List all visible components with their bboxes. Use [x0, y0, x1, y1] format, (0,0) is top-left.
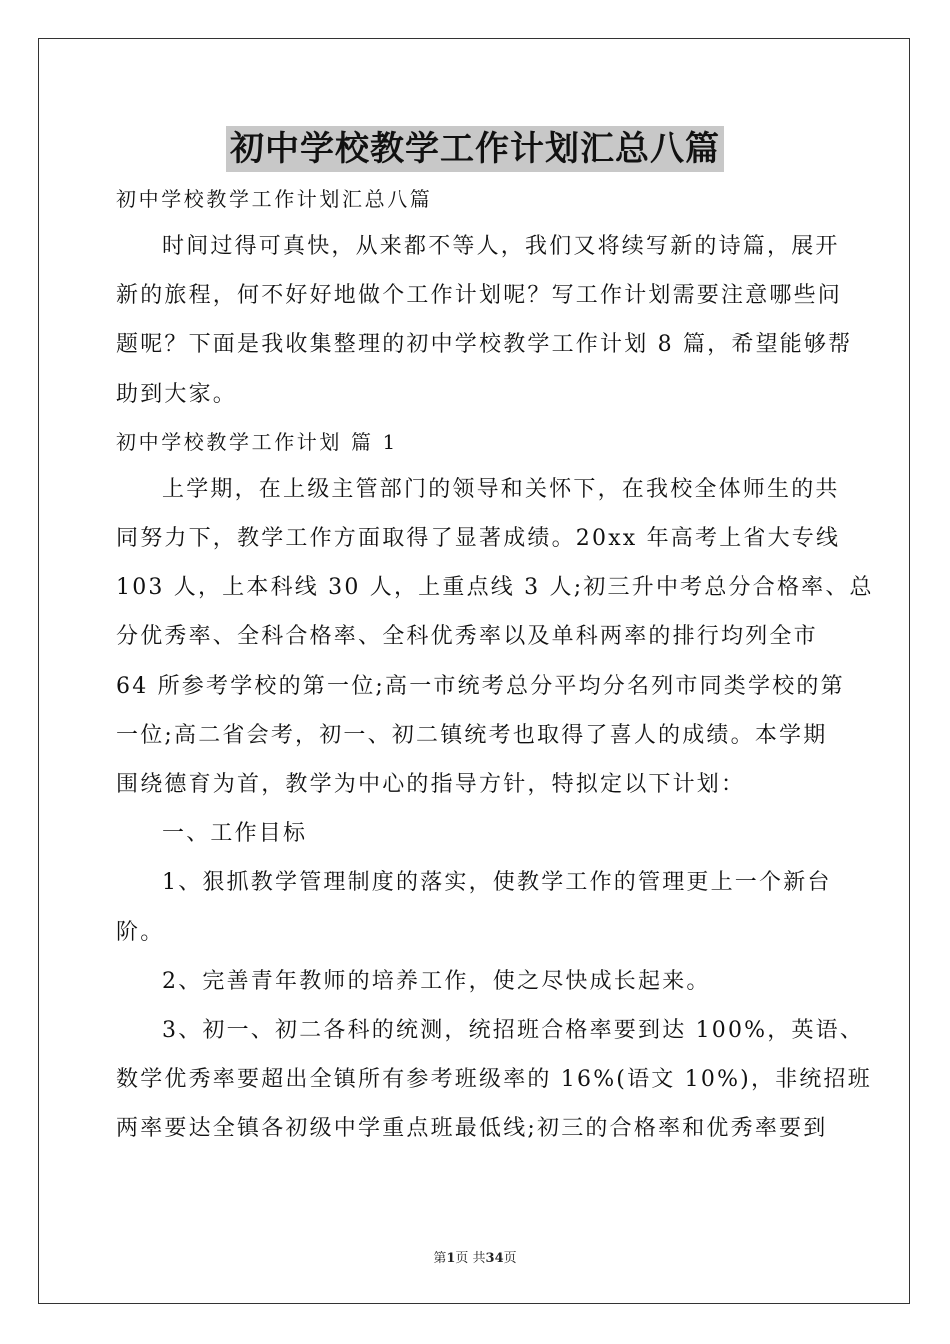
- title-container: [0, 126, 950, 172]
- footer-total-pages: 34: [485, 1251, 504, 1266]
- text-line: 2、完善青年教师的培养工作，使之尽快成长起来。: [162, 968, 711, 994]
- document-body: [116, 176, 874, 1154]
- text-line: 题呢？下面是我收集整理的初中学校教学工作计划 8 篇，希望能够帮: [116, 332, 853, 358]
- page-footer: [0, 1247, 950, 1266]
- text-line: 103 人，上本科线 30 人，上重点线 3 人;初三升中考总分合格率、总: [116, 575, 874, 601]
- section-heading: 初中学校教学工作计划 篇 1: [116, 429, 398, 454]
- text-line: 阶。: [116, 919, 165, 945]
- text-line: 一位;高二省会考，初一、初二镇统考也取得了喜人的成绩。本学期: [116, 722, 828, 748]
- text-line: 两率要达全镇各初级中学重点班最低线;初三的合格率和优秀率要到: [116, 1116, 828, 1142]
- text-line: 上学期，在上级主管部门的领导和关怀下，在我校全体师生的共: [162, 476, 840, 502]
- text-line: 助到大家。: [116, 381, 238, 407]
- text-line: 同努力下，教学工作方面取得了显著成绩。20xx 年高考上省大专线: [116, 526, 841, 552]
- document-subtitle: 初中学校教学工作计划汇总八篇: [116, 187, 433, 211]
- text-line: 一、工作目标: [162, 821, 308, 847]
- text-line: 3、初一、初二各科的统测，统招班合格率要到达 100%，英语、: [162, 1018, 865, 1044]
- text-line: 围绕德育为首，教学为中心的指导方针，特拟定以下计划：: [116, 772, 746, 798]
- text-line: 数学优秀率要超出全镇所有参考班级率的 16%(语文 10%)，非统招班: [116, 1067, 872, 1093]
- footer-middle: 页 共: [455, 1251, 486, 1266]
- footer-page-number: 1: [446, 1251, 456, 1266]
- text-line: 1、狠抓教学管理制度的落实，使教学工作的管理更上一个新台: [162, 870, 832, 896]
- text-line: 新的旅程，何不好好地做个工作计划呢？写工作计划需要注意哪些问: [116, 283, 843, 309]
- footer-prefix: 第: [433, 1251, 447, 1266]
- document-title: 初中学校教学工作计划汇总八篇: [226, 126, 724, 172]
- text-line: 分优秀率、全科合格率、全科优秀率以及单科两率的排行均列全市: [116, 624, 818, 650]
- text-line: 64 所参考学校的第一位;高一市统考总分平均分名列市同类学校的第: [116, 673, 845, 699]
- paragraph-lines: [116, 222, 874, 1154]
- footer-suffix: 页: [503, 1251, 517, 1266]
- text-line: 时间过得可真快，从来都不等人，我们又将续写新的诗篇，展开: [162, 234, 840, 259]
